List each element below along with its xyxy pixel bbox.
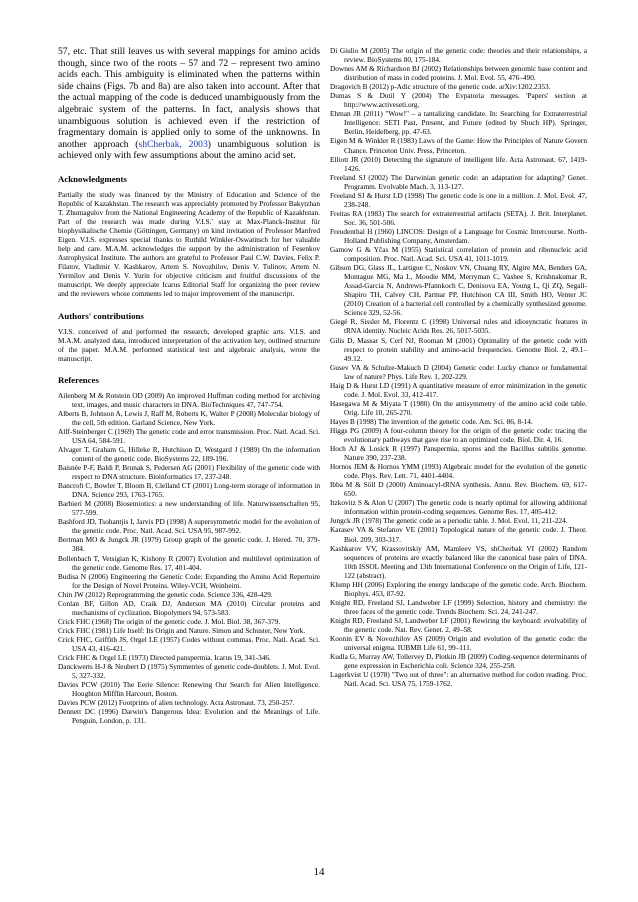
reference-item: Barbieri M (2008) Biosemiotics: a new understanding of life. Naturwissenschaften 95, 577-599. (58, 499, 320, 518)
reference-item: Eigen M & Winkler R (1983) Laws of the Game: How the Principles of Nature Govern Chance. Princeton Univ. Press, Princeton. (330, 136, 587, 155)
reference-item: Dumas S & Dutil Y (2004) The Evpatoria messages. 'Papers' section at http://www.activeseti.org. (330, 91, 587, 110)
reference-item: Di Giulio M (2005) The origin of the genetic code: theories and their relationships, a review. BioSystems 80, 175-184. (330, 46, 587, 65)
references-heading: References (58, 374, 99, 385)
reference-item: Baisnée P-F, Baldi P, Brunak S, Pedersen AG (2001) Flexibility of the genetic code with respect to DNA structure. Bioinformatics 17, 237-248. (58, 463, 320, 482)
reference-item: Crick FHC, Griffith JS, Orgel LE (1957) Codes without commas. Proc. Natl. Acad. Sci. USA 43, 416-421. (58, 634, 320, 653)
reference-item: Crick FHC & Orgel LE (1973) Directed panspermia. Icarus 19, 341-346. (58, 653, 271, 663)
reference-item: Freitas RA (1983) The search for extraterrestrial artifacts (SETA). J. Brit. Interplanet. Soc. 36, 501-506. (330, 208, 587, 227)
contributions-text: V.I.S. conceived of and performed the research, developed graphic arts. V.I.S. and M.A.M. analyzed data, introduced interpretation of the activation key, outlined structure of the paper. M.A.M. performed statistical test and algebraic analysis, wrote the manuscript. (58, 326, 320, 363)
reference-item: Alberts B, Johnson A, Lewis J, Raff M, Roberts K, Walter P (2008) Molecular biology of the cell, 5th edition. Garland Science, New York. (58, 408, 320, 427)
reference-item: Conlan BF, Gillon AD, Craik DJ, Anderson MA (2010) Circular proteins and mechanisms of cyclization. Biopolymers 94, 573-583. (58, 598, 320, 617)
reference-item: Kudla G, Murray AW, Tollervey D, Plotkin JB (2009) Coding-sequence determinants of gene expression in Escherichia coli. Science 324, 255-258. (330, 652, 587, 671)
reference-item: Freudenthal H (1960) LINCOS: Design of a Language for Cosmic Intercourse. North-Holland Publishing Company, Amsterdam. (330, 226, 587, 245)
acknowledgments-heading: Acknowledgments (58, 173, 127, 184)
reference-item: Itzkovitz S & Alon U (2007) The genetic code is nearly optimal for allowing additional information within protein-coding sequences. Genome Res. 17, 405-412. (330, 498, 587, 517)
reference-list-right (330, 46, 587, 688)
reference-item: Davies PCW (2012) Footprints of alien technology. Acta Astronaut. 73, 250-257. (58, 698, 295, 708)
reference-item: Gusev VA & Schulze-Makuch D (2004) Genetic code: Lucky chance or fundamental law of nature? Phys. Life Rev. 1, 202-229. (330, 362, 587, 381)
reference-item: Alvager T, Graham G, Hilleke R, Hutchison D, Westgard J (1989) On the information content of the genetic code. BioSystems 22, 189-196. (58, 444, 320, 464)
reference-item: Kashkarov VV, Krassovitskiy AM, Mamleev VS, shCherbak VI (2002) Random sequences of proteins are exactly balanced like the canonical base pairs of DNA. 10th ISSOL Meeting and 13th International Conference on the Origin of Life, 121-122 (abstract). (330, 543, 587, 580)
reference-item: Davies PCW (2010) The Eerie Silence: Renewing Our Search for Alien Intelligence. Houghton Mifflin Harcourt, Boston. (58, 680, 320, 699)
reference-item: Chin JW (2012) Reprogramming the genetic code. Science 336, 428-429. (58, 589, 273, 599)
reference-item: Hornos JEM & Hornos YMM (1993) Algebraic model for the evolution of the genetic code. Phys. Rev. Lett. 71, 4401-4404. (330, 462, 587, 481)
reference-item: Karasev VA & Stefanov VE (2001) Topological nature of the genetic code. J. Theor. Biol. 209, 303-317. (330, 525, 587, 544)
reference-item: Ailenberg M & Rotstein OD (2009) An improved Huffman coding method for archiving text, images, and music characters in DNA. BioTechniques 47, 747-754. (58, 390, 320, 409)
reference-item: Klump HH (2006) Exploring the energy landscape of the genetic code. Arch. Biochem. Biophys. 453, 87-92. (330, 579, 587, 598)
intro-text-end: ) unambiguous solution is achieved only with few assumptions about the amino acid set. (58, 138, 320, 162)
reference-item: Downes AM & Richardson BJ (2002) Relationships between genomic base content and distribution of mass in coded proteins. J. Mol. Evol. 55, 476–490. (330, 64, 587, 83)
reference-item: Freeland SJ & Hurst LD (1998) The genetic code is one in a million. J. Mol. Evol. 47, 238-248. (330, 190, 587, 209)
reference-item: Bertman MO & Jungck JR (1979) Group graph of the genetic code. J. Hered. 70, 379-384. (58, 535, 320, 554)
reference-item: Jungck JR (1978) The genetic code as a periodic table. J. Mol. Evol. 11, 211-224. (330, 516, 568, 526)
reference-item: Giegé R, Sissler M, Florentz C (1998) Universal rules and idiosyncratic features in tRNA identity. Nucleic Acids Res. 26, 5017-5035. (330, 317, 587, 336)
reference-item: Higgs PG (2009) A four-column theory for the origin of the genetic code: tracing the evolutionary pathways that gave rise to an optimized code. Biol. Dir. 4, 16. (330, 425, 587, 445)
reference-item: Crick FHC (1981) Life Itself: Its Origin and Nature. Simon and Schuster, New York. (58, 625, 306, 635)
reference-item: Gamow G & Yčas M (1955) Statistical correlation of protein and ribonucleic acid composition. Proc. Natl. Acad. Sci. USA 41, 1011-1019. (330, 245, 587, 264)
reference-item: Danckwerts H-J & Neubert D (1975) Symmetries of genetic code-doublets. J. Mol. Evol. 5, 327-332. (58, 662, 320, 681)
reference-item: Hayes B (1998) The invention of the genetic code. Am. Sci. 86, 8-14. (330, 416, 533, 426)
reference-item: Budisa N (2006) Engineering the Genetic Code: Expanding the Amino Acid Repertoire for the Design of Novel Proteins. Wiley-VCH, Weinheim. (58, 571, 320, 590)
reference-item: Hoch AJ & Losick R (1997) Panspermia, spores and the Bacillus subtilis genome. Nature 390, 237-238. (330, 444, 587, 463)
contributions-heading: Authors' contributions (58, 310, 144, 321)
intro-text-start: 57, etc. That still leaves us with several mappings for amino acids though, since two of the roots – 57 and 72 – represent two amino acids each. This ambiguity is eliminated when the patterns within side chains (Figs. 7b and 8a) are also taken into account. After that the actual mapping of the code is deduced unambiguously from the algebraic system of the patterns. In fact, analysis shows that unambiguous solution is achieved even if the restriction of fragmentary domain is applied only to some of the unknowns. In another approach ( (58, 46, 320, 150)
reference-list-left (58, 391, 320, 726)
reference-item: Knight RD, Freeland SJ, Landweber LF (1999) Selection, history and chemistry: the three faces of the genetic code. Trends Biochem. Sci. 24, 241-247. (330, 597, 587, 616)
reference-item: Elliott JR (2010) Detecting the signature of intelligent life. Acta Astronaut. 67, 1419-1426. (330, 154, 587, 173)
reference-item: Dennett DC (1996) Darwin's Dangerous Idea: Evolution and the Meanings of Life. Penguin, London, p. 131. (58, 707, 320, 726)
citation-link[interactable]: shCherbak, 2003 (138, 138, 208, 150)
reference-item: Lagerkvist U (1978) "Two out of three": an alternative method for codon reading. Proc. Natl. Acad. Sci. USA 75, 1759-1762. (330, 670, 587, 689)
reference-item: Bancroft C, Bowler T, Bloom B, Clelland CT (2001) Long-term storage of information in DNA. Science 293, 1763-1765. (58, 481, 320, 500)
reference-item: Gibson DG, Glass JL, Lartigue C, Noskov VN, Chuang RY, Algire MA, Benders GA, Montague MG, Ma L, Moodie MM, Merryman C, Vashee S, Krishnakumar R, Assad-Garcia N, Andrews-Pfannkoch C, Denisova EA, Young L, Qi ZQ, Segall-Shapiro TH, Calvey CH, Parmar PP, Hutchison CA III, Smith HO, Venter JC (2010) Creation of a bacterial cell controlled by a chemically synthesized genome. Science 329, 52-56. (330, 263, 587, 318)
reference-item: Haig D & Hurst LD (1991) A quantitative measure of error minimization in the genetic code. J. Mol. Evol. 33, 412-417. (330, 380, 587, 399)
acknowledgments-text: Partially the study was financed by the Ministry of Education and Science of the Republic of Kazakhstan. The research was appreciably promoted by Professor Bakytzhan T. Zhumagulov from the National Engineering Academy of the Republic of Kazakhstan. Part of the research was made during V.I.S.' stay at Max-Planck-Institut für biophysikalische Chemie (Göttingen, Germany) on kind invitation of Professor Manfred Eigen. V.I.S. expresses special thanks to Ruthild Winkler-Oswatitsch for her valuable help and care. M.A.M. acknowledges the support by the administration of Fesenkov Astrophysical Institute. The authors are grateful to Professor Paul C.W. Davies, Felix P. Filatov, Vladimir V. Kashkarov, Artem S. Novozhilov, Denis V. Tulinov, Artem N. Yermilov and Denis V. Yurin for objective criticism and fruitful discussions of the manuscript. We deeply appreciate Icarus Editorial Staff for organizing the peer review and the reviewers whose comments led to major improvement of the manuscript. (58, 189, 320, 299)
reference-item: Koonin EV & Novozhilov AS (2009) Origin and evolution of the genetic code: the universal enigma. IUBMB Life 61, 99–111. (330, 634, 587, 653)
reference-item: Bollenbach T, Vetsigian K, Kishony R (2007) Evolution and multilevel optimization of the genetic code. Genome Res. 17, 401-404. (58, 553, 320, 572)
reference-item: Bashford JD, Tsohantjis I, Jarvis PD (1998) A supersymmetric model for the evolution of the genetic code. Proc. Natl. Acad. Sci. USA 95, 987-992. (58, 517, 320, 536)
reference-item: Dragovich B (2012) p-Adic structure of the genetic code. arXiv:1202.2353. (330, 82, 551, 92)
reference-item: Ibba M & Söll D (2000) Aminoacyl-tRNA synthesis. Annu. Rev. Biochem. 69, 617-650. (330, 480, 587, 499)
left-column (58, 46, 320, 725)
reference-item: Ehman JR (2011) "Wow!" – a tantalizing candidate. In: Searching for Extraterrestrial Intelligence: SETI Past, Present, and Future (edited by Shuch HP). Springer, Berlin, Heidelberg, pp. 47-63. (330, 109, 587, 137)
page-number: 14 (313, 866, 325, 878)
reference-item: Knight RD, Freeland SJ, Landweber LF (2001) Rewiring the keyboard: evolvability of the genetic code. Nat. Rev. Genet. 2, 49–58. (330, 615, 587, 634)
right-column (330, 46, 587, 688)
reference-item: Crick FHC (1968) The origin of the genetic code. J. Mol. Biol. 38, 367-379. (58, 616, 281, 626)
reference-item: Freeland SJ (2002) The Darwinian genetic code: an adaptation for adapting? Genet. Programm. Evolvable Mach. 3, 113-127. (330, 172, 587, 191)
intro-paragraph (58, 46, 320, 162)
reference-item: Alff-Steinberger C (1969) The genetic code and error transmission. Proc. Natl. Acad. Sci. USA 64, 584-591. (58, 426, 320, 445)
reference-item: Gilis D, Massar S, Cerf NJ, Rooman M (2001) Optimality of the genetic code with respect to protein stability and amino-acid frequencies. Genome Biol. 2, 49.1–49.12. (330, 335, 587, 363)
reference-item: Hasegawa M & Miyata T (1980) On the antisymmetry of the amino acid code table. Orig. Life 10, 265-270. (330, 398, 587, 417)
